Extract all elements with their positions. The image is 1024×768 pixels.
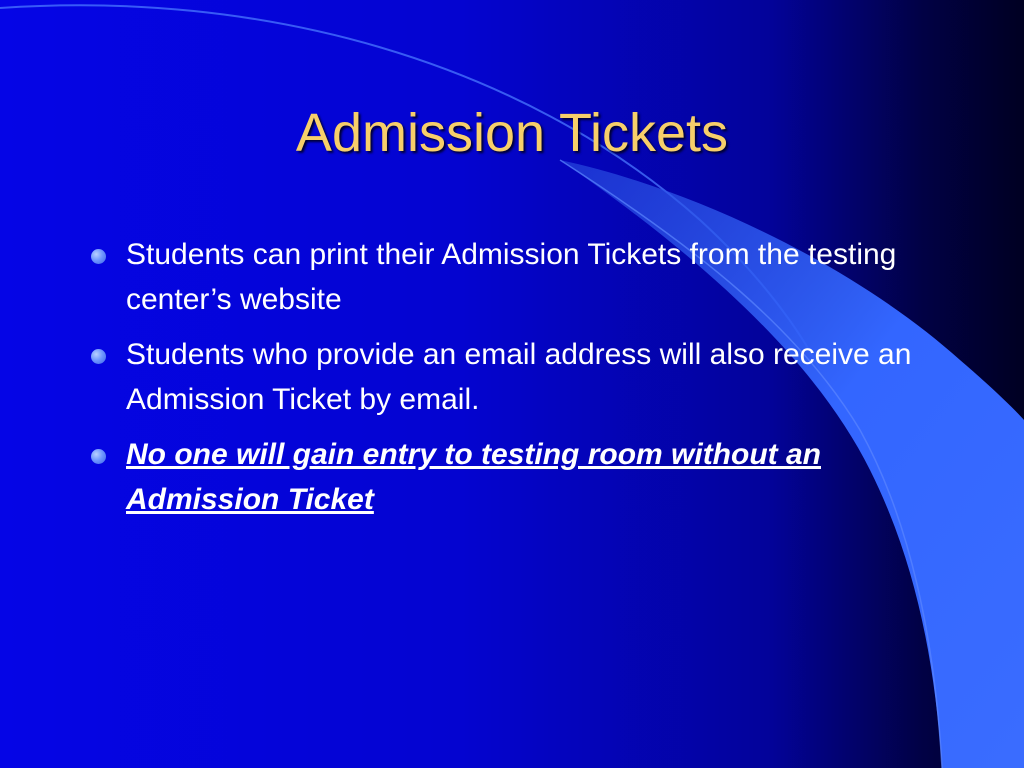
- bullet-dot-icon: [91, 249, 106, 264]
- bullet-item: [88, 332, 918, 422]
- bullet-dot-icon: [91, 449, 106, 464]
- bullet-item: [88, 432, 918, 522]
- bullet-text-emphasized: No one will gain entry to testing room without an Admission Ticket: [126, 438, 821, 516]
- slide-title: Admission Tickets: [295, 103, 729, 163]
- bullet-list: [88, 232, 918, 532]
- bullet-item: [88, 232, 918, 322]
- bullet-text: Students who provide an email address will also receive an Admission Ticket by email.: [126, 338, 912, 416]
- bullet-dot-icon: [91, 349, 106, 364]
- bullet-text: Students can print their Admission Tickets from the testing center’s website: [126, 238, 897, 316]
